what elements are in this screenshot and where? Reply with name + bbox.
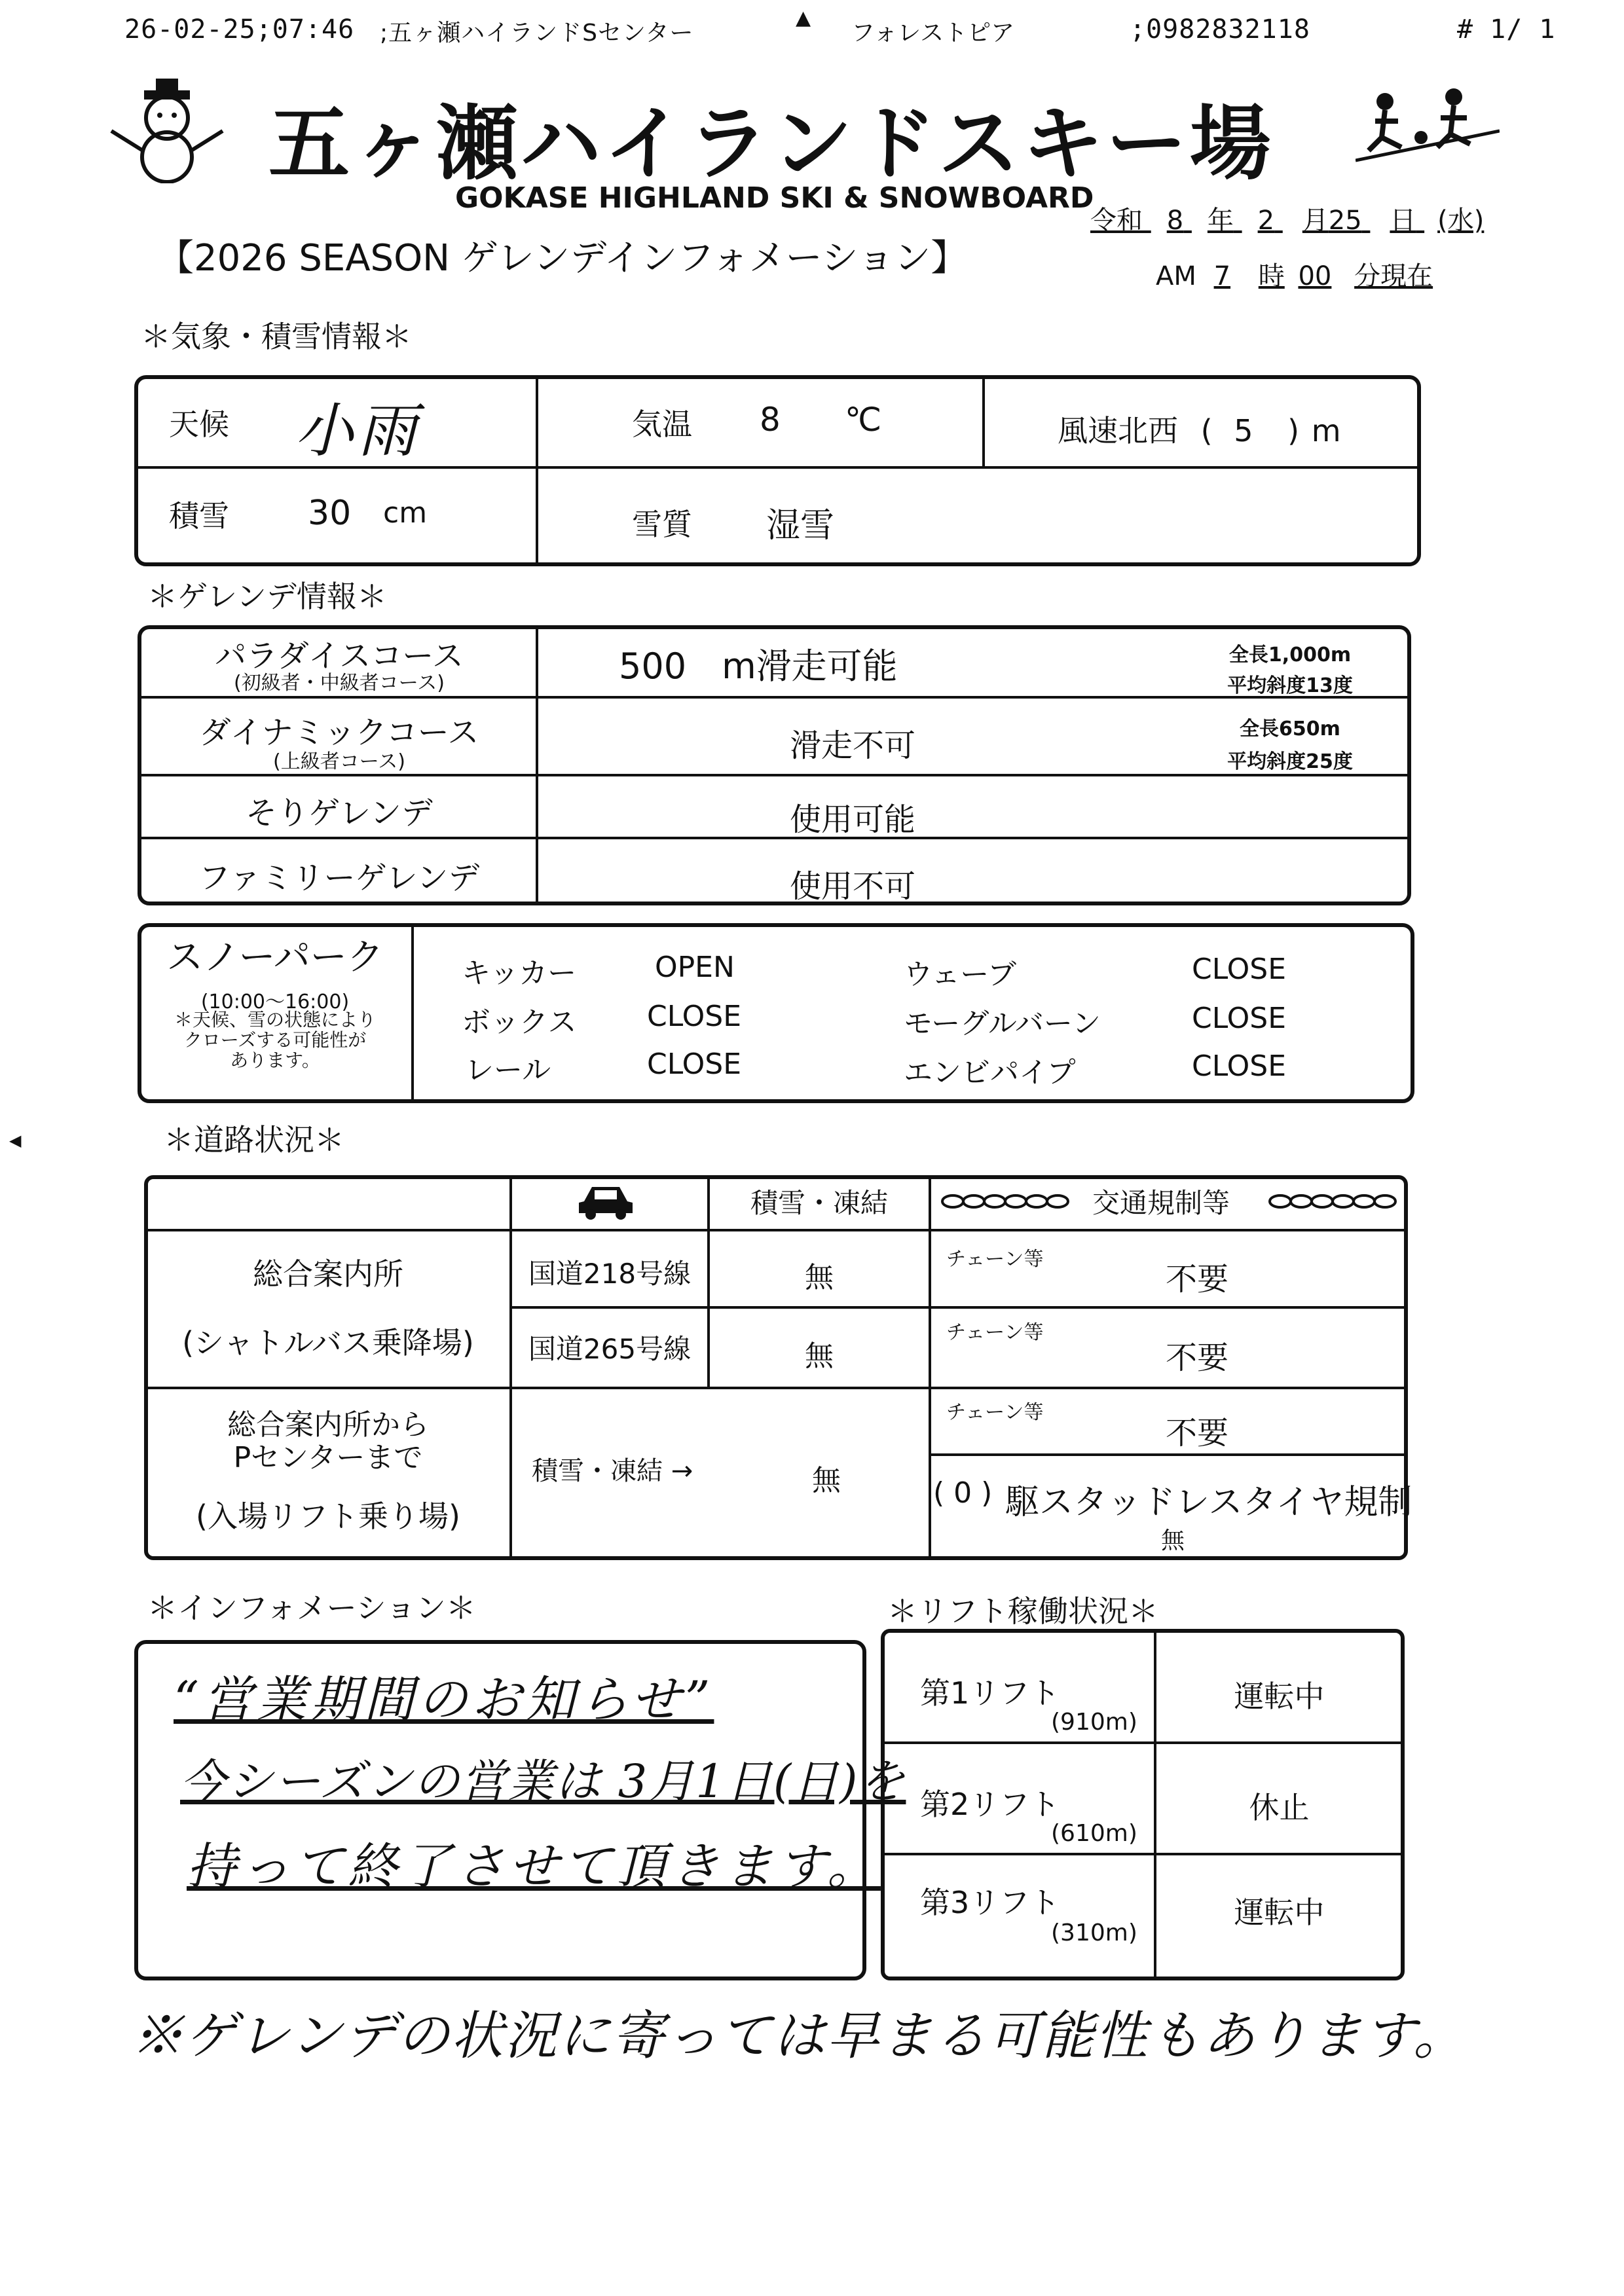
weather-heading: ＊気象・積雪情報＊ <box>141 319 412 354</box>
wind-label: 風速北西 ( 5 ) m <box>1058 413 1341 448</box>
wind-value: 5 <box>1234 413 1253 448</box>
snowman-logo-icon <box>105 79 229 183</box>
slope-name: ファミリーゲレンデ <box>198 860 480 896</box>
weather-label: 天候 <box>169 407 229 442</box>
stud-regulation-paren: ( 0 ) <box>933 1476 993 1510</box>
park-item-status: CLOSE <box>1192 953 1287 986</box>
park-item-name: レール <box>465 1053 551 1087</box>
season-heading: 【2026 SEASON ゲレンデインフォメーション】 <box>157 237 968 280</box>
report-date <box>1090 200 1484 237</box>
road-snow-value: 無 <box>805 1261 834 1294</box>
park-item-status: OPEN <box>655 951 735 984</box>
wind-label-text: 風速 <box>1058 413 1118 448</box>
slopes-heading: ＊ゲレンデ情報＊ <box>147 579 387 614</box>
chain-label: チェーン等 <box>946 1321 1044 1344</box>
time-minute: 00 <box>1298 261 1332 291</box>
road-name: 国道265号線 <box>528 1333 692 1365</box>
date-day: 25 <box>1328 206 1362 236</box>
snow-value: 30 <box>308 494 352 533</box>
park-item-status: CLOSE <box>1192 1049 1287 1083</box>
fax-arrow-icon: ▲ <box>796 7 811 29</box>
lift-name: 第3リフト <box>920 1885 1060 1920</box>
report-time <box>1156 255 1433 293</box>
road-location-2-b: Pセンターまで <box>233 1441 423 1474</box>
time-hour-label: 時 <box>1258 261 1285 291</box>
chain-value: 不要 <box>1166 1415 1229 1451</box>
car-icon <box>576 1182 635 1221</box>
chain-label: チェーン等 <box>946 1248 1044 1271</box>
weather-value: 小雨 <box>295 397 420 465</box>
chain-icon <box>1267 1192 1405 1211</box>
col-regulation-header: 交通規制等 <box>1092 1187 1230 1219</box>
date-month: 2 <box>1257 206 1275 236</box>
slope-status: 使用可能 <box>789 801 915 838</box>
lifts-heading: ＊リフト稼働状況＊ <box>887 1594 1158 1629</box>
park-item-status: CLOSE <box>647 1048 742 1081</box>
park-item-status: CLOSE <box>1192 1002 1287 1035</box>
time-ampm: AM <box>1156 261 1196 291</box>
fax-recipient: フォレストピア <box>851 20 1015 46</box>
info-line-2: 今シーズンの営業は 3月1日(日)を <box>180 1755 906 1808</box>
slope-gradient: 平均斜度25度 <box>1227 750 1353 773</box>
road-snow-value: 無 <box>812 1464 841 1497</box>
slope-name: そりゲレンデ <box>246 795 433 831</box>
slope-sub: (初級者・中級者コース) <box>234 672 445 695</box>
date-year: 8 <box>1166 206 1184 236</box>
date-weekday: (水) <box>1437 206 1485 236</box>
snow-quality-value: 湿雪 <box>766 506 835 545</box>
roads-heading: ＊道路状況＊ <box>164 1122 344 1157</box>
fax-sender: ;五ヶ瀬ハイランドSセンター <box>380 20 694 46</box>
snow-quality-label: 雪質 <box>632 507 692 542</box>
info-line-1: “営業期間のお知らせ” <box>174 1670 714 1728</box>
park-item-name: エンビパイプ <box>904 1056 1076 1089</box>
snowpark-hours: (10:00〜16:00) <box>200 991 350 1013</box>
page-subtitle: GOKASE HIGHLAND SKI & SNOWBOARD <box>455 181 1094 215</box>
col-snow-header: 積雪・凍結 <box>750 1187 888 1219</box>
park-item-status: CLOSE <box>647 1000 742 1033</box>
slope-status: 滑走不可 <box>789 727 915 764</box>
date-month-label: 月 <box>1302 206 1329 236</box>
temp-value: 8 <box>760 401 781 439</box>
road-location-2-sub: (入場リフト乗り場) <box>196 1499 460 1534</box>
skiers-logo-icon <box>1356 85 1500 170</box>
slope-gradient: 平均斜度13度 <box>1227 674 1353 697</box>
slope-name: ダイナミックコース <box>199 714 479 751</box>
date-day-label: 日 <box>1390 206 1416 236</box>
snow-unit: cm <box>383 496 428 530</box>
slope-status: 使用不可 <box>789 868 915 905</box>
info-heading: ＊インフォメーション＊ <box>147 1590 476 1626</box>
lift-length: (910m) <box>1051 1709 1137 1736</box>
footer-note: ※ゲレンデの状況に寄っては早まる可能性もあります。 <box>131 2005 1467 2066</box>
wind-unit: m <box>1311 413 1341 448</box>
snowpark-note: ＊天候、雪の状態により クローズする可能性が あります。 <box>174 1009 376 1071</box>
road-snow-label: 積雪・凍結 → <box>532 1456 693 1486</box>
temp-unit: ℃ <box>845 401 882 439</box>
chain-value: 不要 <box>1166 1339 1229 1376</box>
snowpark-title: スノーパーク <box>166 936 384 979</box>
park-item-name: ボックス <box>462 1006 577 1039</box>
chain-label: チェーン等 <box>946 1401 1044 1424</box>
lift-status: 休止 <box>1249 1790 1310 1825</box>
date-era: 令和 <box>1090 206 1143 236</box>
slope-name: パラダイスコース <box>215 638 464 674</box>
road-name: 国道218号線 <box>528 1258 692 1290</box>
slope-sub: (上級者コース) <box>273 750 405 773</box>
lift-name: 第2リフト <box>920 1787 1060 1822</box>
time-hour: 7 <box>1213 261 1231 291</box>
fax-edge-marker-icon: ◀ <box>9 1131 22 1150</box>
road-location-1: 総合案内所 <box>253 1256 403 1292</box>
stud-regulation-value: 無 <box>1161 1527 1185 1554</box>
road-location-1-sub: (シャトルバス乗降場) <box>182 1325 474 1360</box>
lift-status: 運転中 <box>1234 1679 1325 1714</box>
wind-direction: 北西 <box>1118 413 1178 448</box>
park-item-name: モーグルバーン <box>904 1007 1101 1040</box>
lift-length: (610m) <box>1051 1820 1137 1847</box>
slope-length: 全長1,000m <box>1228 644 1352 666</box>
chain-value: 不要 <box>1166 1261 1229 1298</box>
park-item-name: ウェーブ <box>904 958 1017 991</box>
snow-label: 積雪 <box>169 498 229 534</box>
stud-regulation-label: 駆スタッドレスタイヤ規制 <box>1005 1483 1412 1522</box>
lift-name: 第1リフト <box>920 1675 1060 1711</box>
lift-status: 運転中 <box>1234 1895 1325 1930</box>
lift-length: (310m) <box>1051 1920 1137 1946</box>
page-title: 五ヶ瀬ハイランドスキー場 <box>268 97 1274 191</box>
info-line-3: 持って終了させて頂きます。 <box>187 1837 881 1895</box>
chain-icon <box>940 1192 1084 1211</box>
time-minute-label: 分現在 <box>1354 261 1433 291</box>
fax-phone: ;0982832118 <box>1130 14 1310 45</box>
fax-datetime: 26-02-25;07:46 <box>124 14 355 45</box>
slope-length: 全長650m <box>1240 718 1340 740</box>
road-location-2: 総合案内所から <box>227 1408 429 1442</box>
temp-label: 気温 <box>632 407 692 442</box>
fax-page: # 1/ 1 <box>1457 14 1556 45</box>
slope-status: 500 m滑走可能 <box>619 646 898 687</box>
park-item-name: キッカー <box>462 957 577 990</box>
date-year-label: 年 <box>1207 206 1234 236</box>
road-snow-value: 無 <box>805 1339 834 1373</box>
